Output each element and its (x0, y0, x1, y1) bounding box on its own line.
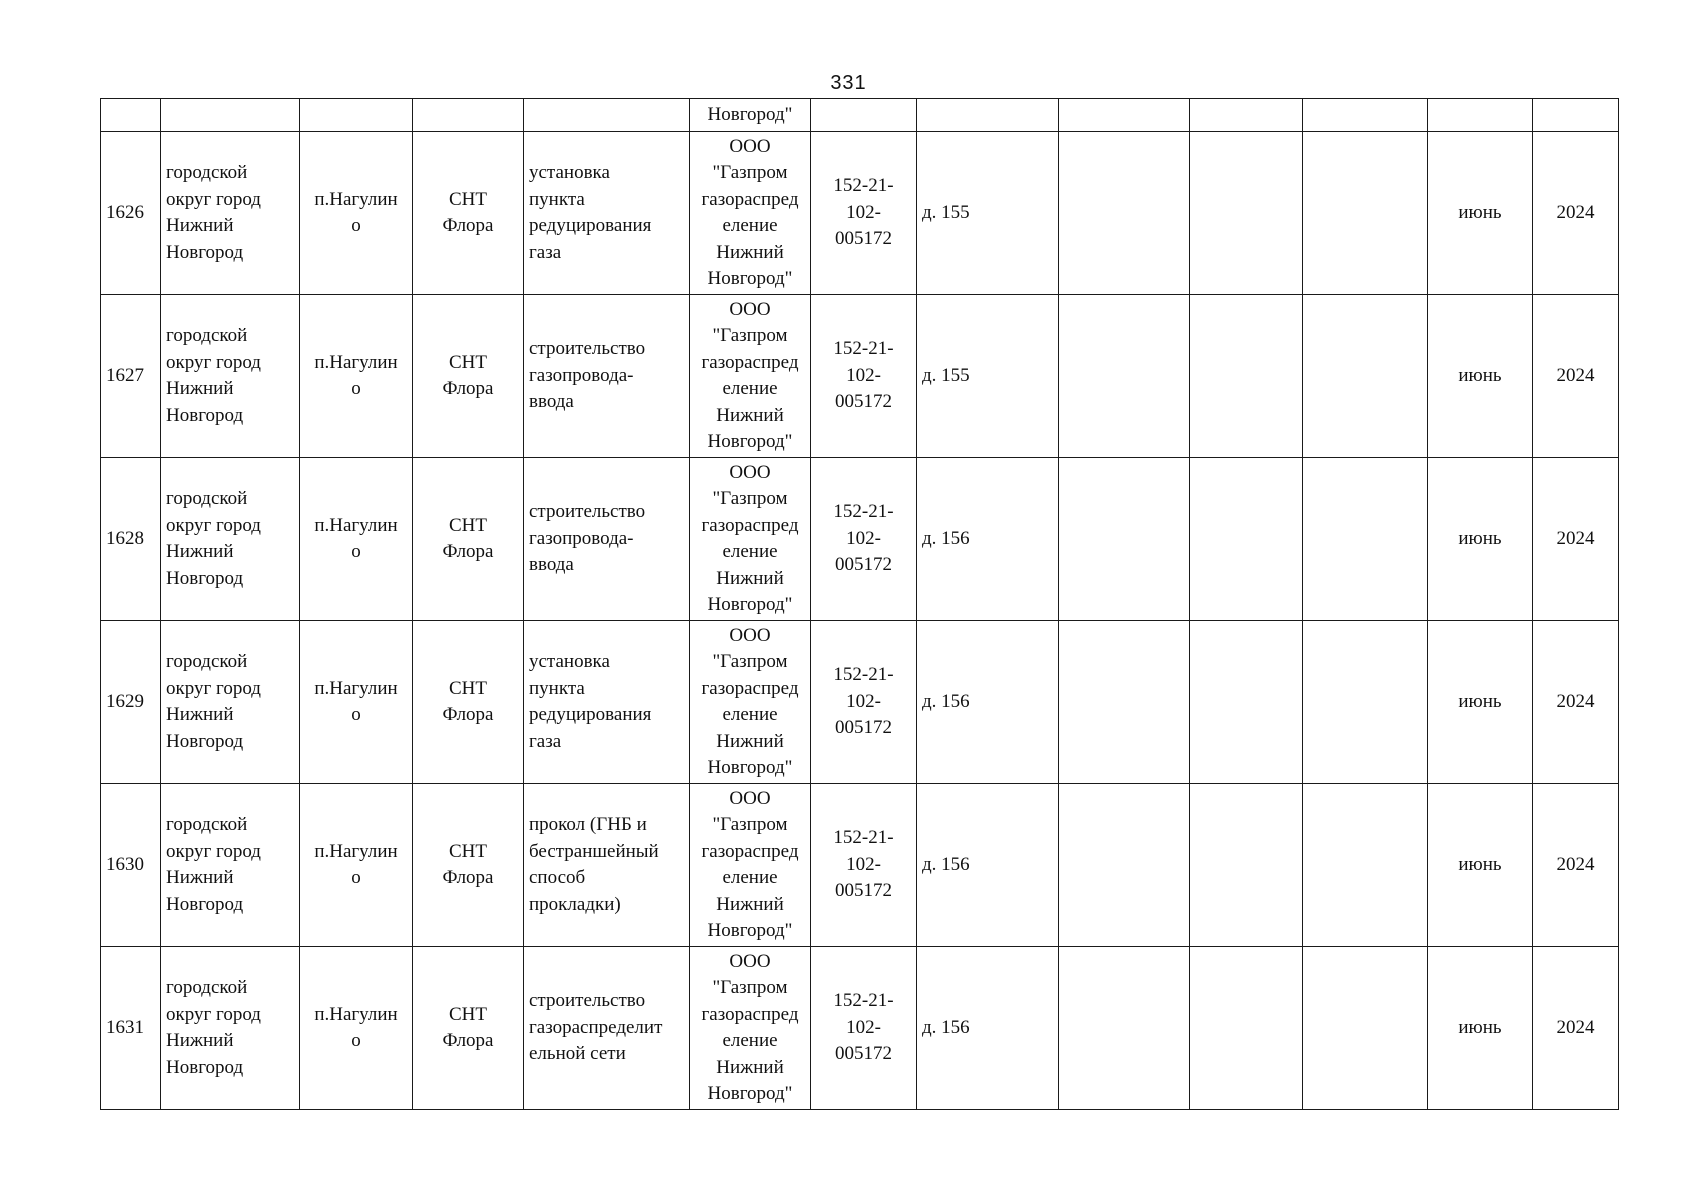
month-cell: июнь (1428, 295, 1533, 458)
cell-empty (1303, 132, 1428, 295)
page-number: 331 (830, 72, 867, 94)
settlement-cell: п.Нагулин о (314, 351, 398, 399)
cell-empty (161, 99, 300, 132)
cell-empty (1303, 295, 1428, 458)
district-cell: городской округ город Нижний Новгород (166, 162, 261, 263)
table-row (101, 458, 1619, 621)
cell-empty (101, 99, 161, 132)
snt-cell: СНТ Флора (442, 514, 494, 562)
organization-cell: ООО "Газпром газораспред еление Нижний Новгород" (701, 135, 799, 289)
cell-empty (1303, 784, 1428, 947)
snt-cell: СНТ Флора (442, 677, 494, 725)
cell-empty (1190, 132, 1303, 295)
settlement-cell: п.Нагулин о (314, 188, 398, 236)
row-number-cell: 1626 (101, 132, 161, 295)
settlement-cell: п.Нагулин о (314, 677, 398, 725)
house-cell: д. 155 (917, 132, 1059, 295)
cell-empty (1059, 99, 1190, 132)
work-type-cell: установка пункта редуцирования газа (529, 651, 652, 752)
work-type-cell: строительство газопровода- ввода (529, 338, 646, 413)
year-cell: 2024 (1533, 621, 1619, 784)
cell-empty (1190, 99, 1303, 132)
snt-cell: СНТ Флора (442, 840, 494, 888)
cell-empty (1428, 99, 1533, 132)
cell-empty (1303, 99, 1428, 132)
year-cell: 2024 (1533, 947, 1619, 1110)
cell-empty (1059, 784, 1190, 947)
row-number-cell: 1630 (101, 784, 161, 947)
house-cell: д. 156 (917, 784, 1059, 947)
house-cell: д. 155 (917, 295, 1059, 458)
work-type-cell: прокол (ГНБ и бестраншейный способ прокладки) (529, 814, 659, 915)
month-cell: июнь (1428, 458, 1533, 621)
house-cell: д. 156 (917, 458, 1059, 621)
org-tail-cell: Новгород" (690, 99, 811, 132)
cell-empty (300, 99, 413, 132)
cell-empty (1190, 295, 1303, 458)
organization-cell: ООО "Газпром газораспред еление Нижний Новгород" (701, 950, 799, 1104)
year-cell: 2024 (1533, 458, 1619, 621)
cell-empty (811, 99, 917, 132)
district-cell: городской округ город Нижний Новгород (166, 814, 261, 915)
organization-cell: ООО "Газпром газораспред еление Нижний Новгород" (701, 787, 799, 941)
row-number-cell: 1631 (101, 947, 161, 1110)
district-cell: городской округ город Нижний Новгород (166, 651, 261, 752)
cell-empty (413, 99, 524, 132)
code-cell: 152-21- 102- 005172 (833, 501, 894, 576)
month-cell: июнь (1428, 784, 1533, 947)
table-row (101, 784, 1619, 947)
settlement-cell: п.Нагулин о (314, 1003, 398, 1051)
settlement-cell: п.Нагулин о (314, 514, 398, 562)
cell-empty (1303, 458, 1428, 621)
snt-cell: СНТ Флора (442, 188, 494, 236)
house-cell: д. 156 (917, 947, 1059, 1110)
month-cell: июнь (1428, 947, 1533, 1110)
code-cell: 152-21- 102- 005172 (833, 175, 894, 250)
district-cell: городской округ город Нижний Новгород (166, 325, 261, 426)
continuation-row (101, 99, 1619, 132)
cell-empty (1059, 458, 1190, 621)
month-cell: июнь (1428, 132, 1533, 295)
cell-empty (1533, 99, 1619, 132)
cell-empty (1059, 621, 1190, 784)
cell-empty (1059, 947, 1190, 1110)
settlement-cell: п.Нагулин о (314, 840, 398, 888)
table-row (101, 132, 1619, 295)
cell-empty (1059, 132, 1190, 295)
district-cell: городской округ город Нижний Новгород (166, 488, 261, 589)
cell-empty (524, 99, 690, 132)
table-row (101, 295, 1619, 458)
snt-cell: СНТ Флора (442, 351, 494, 399)
cell-empty (917, 99, 1059, 132)
code-cell: 152-21- 102- 005172 (833, 338, 894, 413)
organization-cell: ООО "Газпром газораспред еление Нижний Новгород" (701, 461, 799, 615)
table-row (101, 947, 1619, 1110)
cell-empty (1190, 458, 1303, 621)
work-type-cell: строительство газораспределит ельной сети (529, 990, 663, 1065)
year-cell: 2024 (1533, 132, 1619, 295)
cell-empty (1303, 947, 1428, 1110)
work-type-cell: строительство газопровода- ввода (529, 501, 646, 576)
cell-empty (1059, 295, 1190, 458)
cell-empty (1190, 621, 1303, 784)
row-number-cell: 1627 (101, 295, 161, 458)
cell-empty (1303, 621, 1428, 784)
district-cell: городской округ город Нижний Новгород (166, 977, 261, 1078)
house-cell: д. 156 (917, 621, 1059, 784)
table-row (101, 621, 1619, 784)
cell-empty (1190, 784, 1303, 947)
year-cell: 2024 (1533, 295, 1619, 458)
code-cell: 152-21- 102- 005172 (833, 827, 894, 902)
work-type-cell: установка пункта редуцирования газа (529, 162, 652, 263)
cell-empty (1190, 947, 1303, 1110)
organization-cell: ООО "Газпром газораспред еление Нижний Новгород" (701, 624, 799, 778)
works-table (100, 98, 1619, 1110)
row-number-cell: 1628 (101, 458, 161, 621)
year-cell: 2024 (1533, 784, 1619, 947)
table-body (101, 99, 1619, 1110)
organization-cell: ООО "Газпром газораспред еление Нижний Новгород" (701, 298, 799, 452)
snt-cell: СНТ Флора (442, 1003, 494, 1051)
month-cell: июнь (1428, 621, 1533, 784)
code-cell: 152-21- 102- 005172 (833, 664, 894, 739)
row-number-cell: 1629 (101, 621, 161, 784)
code-cell: 152-21- 102- 005172 (833, 990, 894, 1065)
